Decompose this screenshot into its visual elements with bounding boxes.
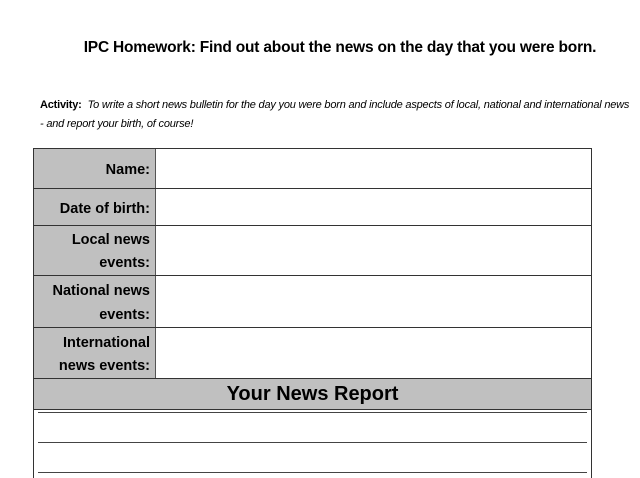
news-report-heading: Your News Report <box>34 379 591 410</box>
page-title: IPC Homework: Find out about the news on the day that you were born. <box>83 39 597 56</box>
international-news-field[interactable] <box>156 328 591 378</box>
name-label: Name: <box>34 149 156 188</box>
dob-label: Date of birth: <box>34 189 156 225</box>
activity-label: Activity: <box>40 99 82 111</box>
dob-field[interactable] <box>156 189 591 225</box>
name-field[interactable] <box>156 149 591 188</box>
national-news-field[interactable] <box>156 276 591 327</box>
form-row-national-news <box>34 276 591 328</box>
local-news-label: Local news events: <box>34 226 156 275</box>
international-news-label: International news events: <box>34 328 156 378</box>
homework-form <box>33 148 592 478</box>
report-line[interactable] <box>38 443 587 473</box>
form-row-name <box>34 149 591 189</box>
activity-text: To write a short news bulletin for the day you were born and include aspects of local, national and international news - and report your birth, of course! <box>40 99 630 130</box>
local-news-field[interactable] <box>156 226 591 275</box>
form-row-international-news <box>34 328 591 379</box>
national-news-label: National news events: <box>34 276 156 327</box>
form-row-dob <box>34 189 591 226</box>
report-line[interactable] <box>38 413 587 443</box>
activity-instructions <box>40 96 630 134</box>
form-row-local-news <box>34 226 591 276</box>
